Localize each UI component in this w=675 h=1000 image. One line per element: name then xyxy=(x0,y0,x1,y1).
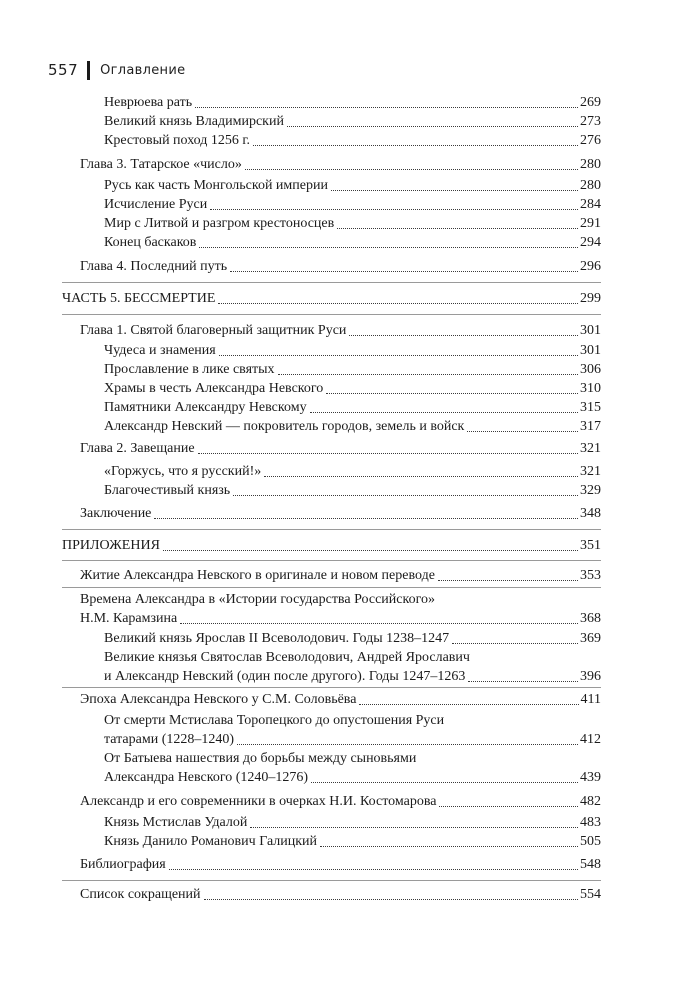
dot-leader xyxy=(310,412,578,413)
toc-entry[interactable] xyxy=(104,234,601,252)
toc-entry-page: 315 xyxy=(580,400,601,415)
dot-leader xyxy=(349,335,578,336)
toc-entry-title-line1: От смерти Мстислава Торопецкого до опустошения Руси xyxy=(104,713,445,728)
dot-leader xyxy=(210,209,578,210)
toc-chapter[interactable] xyxy=(80,567,601,585)
dot-leader xyxy=(198,453,578,454)
toc-entry-title: Князь Мстислав Удалой xyxy=(104,815,248,830)
toc-entry-title: Н.М. Карамзина xyxy=(80,611,178,626)
toc-entry-page: 412 xyxy=(580,732,601,747)
toc-entry-title: Глава 3. Татарское «число» xyxy=(80,157,242,172)
toc-entry[interactable] xyxy=(104,482,601,500)
toc-entry[interactable] xyxy=(104,177,601,195)
toc-entry-page: 301 xyxy=(580,323,601,338)
toc-entry-title: Список сокращений xyxy=(80,887,201,902)
dot-leader xyxy=(264,476,578,477)
toc-entry-page: 273 xyxy=(580,114,601,129)
toc-entry-page: 321 xyxy=(580,464,601,479)
dot-leader xyxy=(331,190,578,191)
toc-entry-page: 296 xyxy=(580,259,601,274)
toc-entry[interactable] xyxy=(104,94,601,112)
toc-entry-page: 329 xyxy=(580,483,601,498)
toc-entry-title: Неврюева рать xyxy=(104,95,193,110)
dot-leader xyxy=(180,623,578,624)
toc-entry-title-line1: Времена Александра в «Истории государства Российского» xyxy=(80,592,435,607)
toc-entry-page: 280 xyxy=(580,157,601,172)
dot-leader xyxy=(250,827,578,828)
toc-entry-title: Александр и его современники в очерках Н.И. Костомарова xyxy=(80,794,437,809)
toc-entry-page: 351 xyxy=(580,538,601,553)
dot-leader xyxy=(311,782,578,783)
toc-entry[interactable] xyxy=(104,132,601,150)
toc-entry-title: Эпоха Александра Невского у С.М. Соловьёва xyxy=(80,692,357,707)
toc-entry[interactable] xyxy=(104,215,601,233)
toc-entry[interactable] xyxy=(104,399,601,417)
toc-entry-title: Русь как часть Монгольской империи xyxy=(104,178,328,193)
running-header xyxy=(48,58,185,82)
dot-leader xyxy=(237,744,578,745)
toc-chapter[interactable] xyxy=(80,886,601,904)
toc-entry[interactable] xyxy=(104,814,601,832)
toc-entry-title: и Александр Невский (один после другого). Годы 1247–1263 xyxy=(104,669,466,684)
section-divider xyxy=(62,687,601,688)
toc-entry-page: 369 xyxy=(580,631,601,646)
section-divider xyxy=(62,314,601,315)
toc-part[interactable] xyxy=(62,290,601,308)
dot-leader xyxy=(438,580,578,581)
toc-entry-page: 291 xyxy=(580,216,601,231)
toc-chapter[interactable] xyxy=(80,440,601,458)
toc-entry-title: татарами (1228–1240) xyxy=(104,732,235,747)
toc-entry-title: Глава 4. Последний путь xyxy=(80,259,228,274)
toc-entry-title: Благочестивый князь xyxy=(104,483,231,498)
toc-entry-page: 368 xyxy=(580,611,601,626)
toc-chapter[interactable] xyxy=(80,793,601,811)
toc-entry-title: Заключение xyxy=(80,506,152,521)
toc-entry-page: 548 xyxy=(580,857,601,872)
toc-entry-title: Князь Данило Романович Галицкий xyxy=(104,834,318,849)
toc-entry-page: 299 xyxy=(580,291,601,306)
toc-entry-page: 554 xyxy=(580,887,601,902)
dot-leader xyxy=(169,869,578,870)
toc-entry-title: ЧАСТЬ 5. БЕССМЕРТИЕ xyxy=(62,291,216,306)
toc-entry-page: 348 xyxy=(580,506,601,521)
dot-leader xyxy=(359,704,578,705)
toc-entry-title: Чудеса и знамения xyxy=(104,343,216,358)
dot-leader xyxy=(230,271,578,272)
toc-entry-page: 306 xyxy=(580,362,601,377)
toc-entry-title: Памятники Александру Невскому xyxy=(104,400,307,415)
toc-entry-page: 269 xyxy=(580,95,601,110)
toc-entry-title: Александра Невского (1240–1276) xyxy=(104,770,309,785)
page-number: 557 xyxy=(48,61,79,79)
dot-leader xyxy=(326,393,578,394)
toc-entry-page: 321 xyxy=(580,441,601,456)
toc-entry-title: Конец баскаков xyxy=(104,235,197,250)
toc-chapter[interactable] xyxy=(80,691,601,709)
toc-entry-page: 317 xyxy=(580,419,601,434)
dot-leader xyxy=(320,846,578,847)
toc-entry-page: 439 xyxy=(580,770,601,785)
dot-leader xyxy=(467,431,578,432)
toc-entry[interactable] xyxy=(104,463,601,481)
toc-entry-page: 396 xyxy=(580,669,601,684)
dot-leader xyxy=(195,107,578,108)
dot-leader xyxy=(219,355,578,356)
toc-entry-title: «Горжусь, что я русский!» xyxy=(104,464,262,479)
toc-entry-page: 482 xyxy=(580,794,601,809)
dot-leader xyxy=(204,899,578,900)
toc-entry-title: Мир с Литвой и разгром крестоносцев xyxy=(104,216,335,231)
header-divider xyxy=(87,61,90,80)
toc-entry-title-line1: Великие князья Святослав Всеволодович, Андрей Ярославич xyxy=(104,650,470,665)
dot-leader xyxy=(154,518,578,519)
toc-entry-page: 294 xyxy=(580,235,601,250)
section-divider xyxy=(62,529,601,530)
toc-entry-title: Житие Александра Невского в оригинале и новом переводе xyxy=(80,568,435,583)
toc-entry-page: 276 xyxy=(580,133,601,148)
toc-entry-title: Храмы в честь Александра Невского xyxy=(104,381,324,396)
dot-leader xyxy=(253,145,578,146)
dot-leader xyxy=(287,126,578,127)
dot-leader xyxy=(218,303,578,304)
toc-entry-page: 483 xyxy=(580,815,601,830)
toc-entry[interactable] xyxy=(104,668,601,686)
dot-leader xyxy=(452,643,578,644)
toc-chapter[interactable] xyxy=(80,610,601,628)
running-title: Оглавление xyxy=(100,62,186,78)
toc-entry-title: Библиография xyxy=(80,857,166,872)
toc-part[interactable] xyxy=(62,537,601,555)
toc-entry[interactable] xyxy=(104,630,601,648)
section-divider xyxy=(62,560,601,561)
dot-leader xyxy=(278,374,578,375)
toc-entry-title-line1: От Батыева нашествия до борьбы между сыновьями xyxy=(104,751,417,766)
toc-entry[interactable] xyxy=(104,418,601,436)
toc-entry-page: 301 xyxy=(580,343,601,358)
toc-entry[interactable] xyxy=(104,342,601,360)
toc-chapter[interactable] xyxy=(80,156,601,174)
toc-entry-page: 411 xyxy=(580,692,601,707)
toc-entry[interactable] xyxy=(104,833,601,851)
dot-leader xyxy=(245,169,578,170)
toc-entry[interactable] xyxy=(104,113,601,131)
toc-entry-title: Александр Невский — покровитель городов, земель и войск xyxy=(104,419,465,434)
section-divider xyxy=(62,282,601,283)
toc-entry-page: 310 xyxy=(580,381,601,396)
toc-entry-page: 353 xyxy=(580,568,601,583)
toc-chapter[interactable] xyxy=(80,322,601,340)
toc-entry-title: Великий князь Владимирский xyxy=(104,114,284,129)
section-divider xyxy=(62,880,601,881)
toc-chapter[interactable] xyxy=(80,505,601,523)
dot-leader xyxy=(233,495,578,496)
toc-entry[interactable] xyxy=(104,380,601,398)
toc-entry-title: Великий князь Ярослав II Всеволодович. Годы 1238–1247 xyxy=(104,631,450,646)
toc-entry[interactable] xyxy=(104,731,601,749)
toc-entry-title: Крестовый поход 1256 г. xyxy=(104,133,251,148)
toc-entry[interactable] xyxy=(104,196,601,214)
dot-leader xyxy=(163,550,578,551)
toc-chapter[interactable] xyxy=(80,856,601,874)
toc-chapter[interactable] xyxy=(80,258,601,276)
toc-entry-page: 280 xyxy=(580,178,601,193)
dot-leader xyxy=(439,806,578,807)
toc-entry-title: ПРИЛОЖЕНИЯ xyxy=(62,538,160,553)
dot-leader xyxy=(199,247,578,248)
toc-entry-page: 284 xyxy=(580,197,601,212)
toc-entry[interactable] xyxy=(104,769,601,787)
section-divider xyxy=(62,587,601,588)
toc-entry-title: Глава 1. Святой благоверный защитник Руси xyxy=(80,323,347,338)
toc-entry[interactable] xyxy=(104,361,601,379)
dot-leader xyxy=(337,228,578,229)
toc-entry-title: Исчисление Руси xyxy=(104,197,208,212)
dot-leader xyxy=(468,681,578,682)
toc-entry-title: Глава 2. Завещание xyxy=(80,441,195,456)
toc-entry-title: Прославление в лике святых xyxy=(104,362,275,377)
toc-entry-page: 505 xyxy=(580,834,601,849)
